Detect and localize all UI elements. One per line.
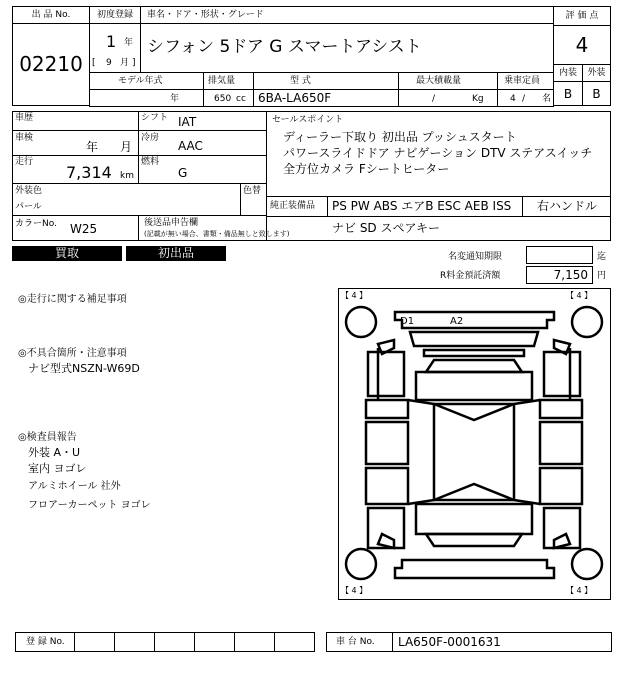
max-load-label: 最大積載量: [416, 76, 462, 86]
inspector-line-1: 外装 A・U: [28, 446, 81, 459]
score-label-cell: [553, 6, 611, 26]
inspector-line-3: アルミホイール 社外: [28, 481, 121, 492]
first-reg-month: 9: [106, 58, 112, 68]
capacity-value: 4: [510, 94, 516, 104]
exterior-color-label: 外装色: [15, 186, 43, 196]
sales-points-label: セールスポイント: [272, 115, 344, 125]
color-no-label: カラーNo.: [15, 219, 57, 229]
interior-grade: B: [563, 87, 573, 101]
recycle-label: R料金預託済額: [440, 271, 501, 281]
recycle-amount: 7,150: [553, 268, 588, 282]
model-value: 6BA-LA650F: [258, 91, 332, 105]
sales-point-line-3: 全方位カメラ Fシートヒーター: [283, 162, 450, 176]
interior-label-cell: [553, 64, 583, 82]
lot-number: 02210: [19, 52, 83, 76]
damage-mark-a2: A2: [450, 316, 464, 327]
displacement-label: 排気量: [208, 76, 236, 86]
recycle-box: [526, 266, 593, 284]
lot-number-label-cell: [12, 6, 90, 24]
car-name-cell: [140, 23, 554, 73]
score-value: 4: [575, 33, 589, 57]
capacity-label: 乗車定員: [504, 76, 541, 86]
model-year-unit: 年: [170, 94, 180, 104]
registration-label: 登 録 No.: [26, 637, 65, 647]
interior-grade-cell: [553, 81, 583, 106]
capacity-slash: /: [522, 94, 526, 104]
ac-value: AAC: [178, 139, 203, 153]
color-change-label: 色替: [243, 186, 262, 196]
lot-number-cell: [12, 23, 90, 106]
capacity-unit: 名: [542, 94, 552, 104]
first-reg-label: 初度登録: [96, 10, 133, 20]
lot-number-label: 出 品 No.: [31, 10, 71, 20]
vehicle-outline-drawing: [338, 288, 611, 600]
first-reg-month-unit: 月: [120, 58, 130, 68]
exterior-label-cell: [582, 64, 611, 82]
chassis-number: LA650F-0001631: [398, 635, 501, 649]
mileage-label: 走行: [15, 157, 34, 167]
inspector-line-4: フロアーカーペット ヨゴレ: [28, 500, 151, 511]
displacement-value: 650: [214, 94, 232, 104]
displacement-unit: cc: [236, 94, 246, 104]
equipment-label: 純正装備品: [270, 201, 316, 211]
shift-value: IAT: [178, 115, 197, 129]
defects-label: ◎不具合箇所・注意事項: [18, 348, 127, 359]
late-docs-label: 後送品申告欄: [144, 218, 199, 228]
mileage-unit: km: [120, 171, 134, 181]
model-label: 型 式: [290, 76, 311, 86]
car-name: シフォン 5ドア G スマートアシスト: [147, 37, 422, 57]
ac-label: 冷房: [141, 133, 160, 143]
exterior-color-value: パール: [15, 202, 42, 212]
inspection-month-unit: 月: [120, 140, 133, 154]
purchase-badge: 買取: [12, 246, 122, 261]
equipment-extras: ナビ SD スペアキー: [332, 221, 441, 235]
sales-point-line-1: ディーラー下取り 初出品 プッシュスタート: [283, 130, 517, 144]
sales-points-block: [266, 111, 611, 197]
name-change-box: [526, 246, 593, 264]
name-change-unit: 迄: [597, 252, 607, 262]
fuel-label: 燃料: [141, 157, 160, 167]
equipment-items: PS PW ABS エアB ESC AEB ISS: [332, 199, 512, 213]
color-no-value: W25: [70, 222, 98, 236]
inspector-line-2: 室内 ヨゴレ: [28, 462, 87, 475]
tire-bottom-right: 【 4 】: [566, 586, 593, 595]
late-docs-note: (記載が無い場合、書類・備品無しと致します): [144, 230, 290, 238]
exterior-grade: B: [592, 87, 601, 101]
recycle-unit: 円: [597, 271, 607, 281]
first-reg-cell: 1 年 [ 9 月 ]: [89, 23, 141, 73]
steering-value: 右ハンドル: [537, 199, 598, 213]
score-label: 評 価 点: [565, 11, 599, 21]
name-change-label: 名変通知期限: [448, 252, 503, 262]
tire-top-left: 【 4 】: [341, 291, 368, 300]
tire-top-right: 【 4 】: [566, 291, 593, 300]
supplement-label: ◎走行に関する補足事項: [18, 294, 127, 305]
inspector-label: ◎検査員報告: [18, 432, 77, 443]
sales-point-line-2: パワースライドドア ナビゲーション DTV ステアスイッチ: [283, 146, 593, 160]
spec-label-row: [89, 72, 554, 90]
defects-text: ナビ型式NSZN-W69D: [28, 362, 140, 375]
fuel-value: G: [178, 166, 188, 180]
max-load-slash: /: [432, 94, 436, 104]
chassis-label: 車 台 No.: [336, 637, 375, 647]
first-reg-label-cell: [89, 6, 141, 24]
mileage-value: 7,314: [66, 163, 112, 182]
model-year-label: モデル年式: [118, 76, 163, 86]
car-name-label-cell: [140, 6, 554, 24]
shift-label: シフト: [141, 113, 169, 123]
interior-label: 内装: [558, 68, 577, 78]
first-reg-year-unit: 年: [124, 38, 134, 48]
tire-bottom-left: 【 4 】: [341, 586, 368, 595]
score-cell: [553, 25, 611, 65]
damage-mark-d1: D1: [400, 316, 415, 327]
spec-value-row: [89, 89, 554, 107]
max-load-unit: Kg: [472, 94, 484, 104]
first-reg-year: 1: [106, 32, 117, 51]
exterior-label: 外装: [587, 68, 606, 78]
history-label: 車歴: [15, 113, 34, 123]
first-listing-badge: 初出品: [126, 246, 226, 261]
inspection-year-unit: 年: [86, 140, 99, 154]
inspection-label: 車検: [15, 133, 34, 143]
exterior-grade-cell: [582, 81, 611, 106]
car-name-label: 車名・ドア・形状・グレード: [147, 10, 264, 20]
